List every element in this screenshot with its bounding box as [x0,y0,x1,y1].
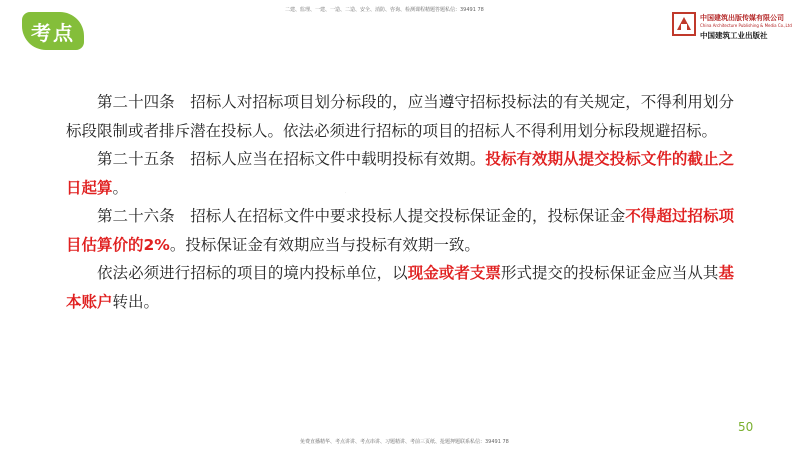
publisher-name-cn: 中国建筑出版传媒有限公司 [700,14,784,22]
paragraph-article-25 [66,145,734,202]
topic-badge [22,12,84,50]
paragraph-article-24: 第二十四条 招标人对招标项目划分标段的，应当遵守招标投标法的有关规定，不得利用划分标段限制或者排斥潜在投标人。依法必须进行招标的项目的招标人不得利用划分标段规避招标。 [66,93,734,140]
article-25-highlight: 投标有效期从提交投标文件的截止之日起算 [66,150,734,197]
paragraph-deposit-account [66,259,734,316]
article-26-end: 。投标保证金有效期应当与投标有效期一致。 [169,235,480,254]
article-26-highlight: 不得超过招标项目估算价的2% [66,207,734,254]
top-notice: 二建、监理、一建、一造、二造、安全、消防、咨询、检测课程精题答题私信：39491 78 [285,7,484,13]
deposit-highlight-account: 基本账户 [66,264,734,311]
article-body [66,88,734,316]
publisher-name-sub: 中国建筑工业出版社 [700,31,768,40]
bottom-notice: 免费直播精华、考点讲讲、考点串讲、习题精讲、考前三页纸、抢题押题联系私信：39491 78 [300,439,509,445]
deposit-text-a: 依法必须进行招标的项目的境内投标单位，以 [97,264,408,282]
article-25-text: 第二十五条 招标人应当在招标文件中载明投标有效期。 [97,150,486,168]
page-number: 50 [738,420,754,434]
publisher-logo-block [672,12,792,44]
deposit-text-c: 转出。 [112,292,160,311]
deposit-highlight-cash: 现金或者支票 [407,264,501,282]
watermark: · [343,190,349,196]
publisher-name-en: China Architecture Publishing & Media Co.,Ltd [700,23,792,28]
publisher-logo-icon [672,12,696,40]
topic-badge-label: 考点 [31,20,75,45]
article-25-end: 。 [112,178,129,197]
deposit-text-b: 形式提交的投标保证金应当从其 [500,264,719,282]
article-26-text: 第二十六条 招标人在招标文件中要求投标人提交投标保证金的，投标保证金 [97,207,626,225]
paragraph-article-26 [66,202,734,259]
